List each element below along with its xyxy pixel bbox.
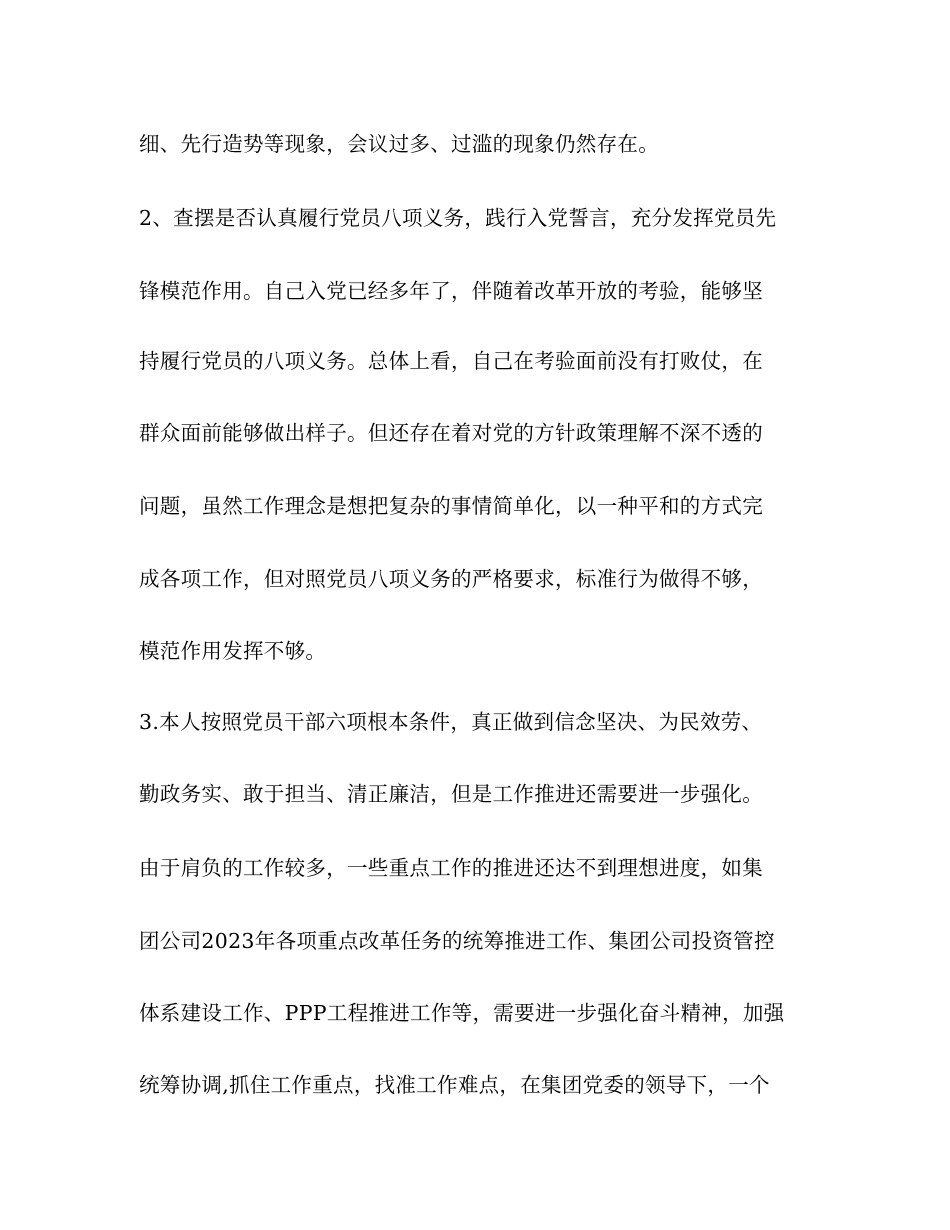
text-line-5: 群众面前能够做出样子。但还存在着对党的方针政策理解不深不透的	[139, 421, 763, 445]
text-line-14: 统筹协调,抓住工作重点，找准工作难点，在集团党委的领导下，一个	[139, 1073, 770, 1097]
text-line-11: 由于肩负的工作较多，一些重点工作的推进还达不到理想进度，如集	[139, 856, 763, 880]
text-line-8: 模范作用发挥不够。	[139, 639, 327, 663]
text-line-13: 体系建设工作、PPP工程推进工作等，需要进一步强化奋斗精神，加强	[139, 1001, 785, 1025]
text-line-2: 2、查摆是否认真履行党员八项义务，践行入党誓言，充分发挥党员先	[139, 206, 777, 230]
text-line-3: 锋模范作用。自己入党已经多年了，伴随着改革开放的考验，能够坚	[139, 279, 763, 303]
text-line-6: 问题，虽然工作理念是想把复杂的事情简单化，以一种平和的方式完	[139, 494, 763, 518]
text-line-9: 3.本人按照党员干部六项根本条件，真正做到信念坚决、为民效劳、	[139, 710, 763, 734]
text-line-10: 勤政务实、敢于担当、清正廉洁，但是工作推进还需要进一步强化。	[139, 782, 763, 806]
text-line-12: 团公司2023年各项重点改革任务的统筹推进工作、集团公司投资管控	[139, 929, 775, 953]
text-line-1: 细、先行造势等现象，会议过多、过滥的现象仍然存在。	[139, 132, 659, 156]
text-line-4: 持履行党员的八项义务。总体上看，自己在考验面前没有打败仗，在	[139, 349, 763, 373]
text-line-7: 成各项工作，但对照党员八项义务的严格要求，标准行为做得不够，	[139, 567, 763, 591]
